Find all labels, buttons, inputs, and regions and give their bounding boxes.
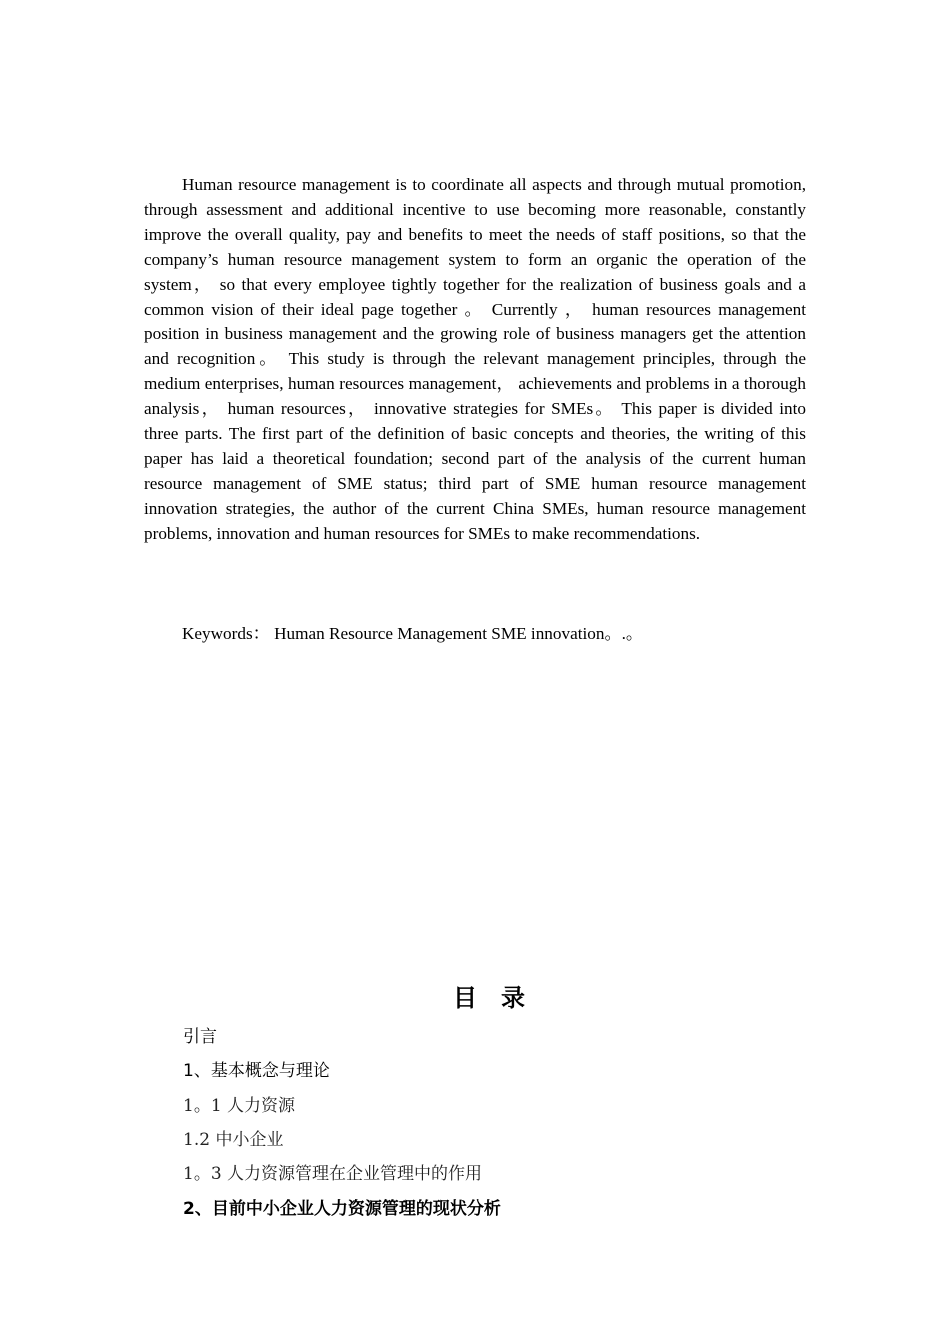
toc-item-section-1-3: 1。3 人力资源管理在企业管理中的作用 <box>183 1164 483 1184</box>
toc-item-section-1-1: 1。1 人力资源 <box>183 1096 296 1116</box>
toc-item-chapter-2: 2、目前中小企业人力资源管理的现状分析 <box>183 1199 501 1219</box>
toc-item-chapter-1: 1、基本概念与理论 <box>183 1061 330 1081</box>
toc-item-introduction: 引言 <box>183 1027 217 1047</box>
keywords-line: Keywords： Human Resource Management SME innovation。.。 <box>182 624 644 643</box>
toc-item-section-1-2: 1.2 中小企业 <box>183 1130 284 1150</box>
toc-title: 目录 <box>453 984 549 1012</box>
abstract-paragraph: Human resource management is to coordinate all aspects and through mutual promotion, through assessment and additional incentive to use becoming more reasonable, constantly improve the overall quality, pay and benefits to meet the needs of staff positions, so that the company’s human resource management system to form an organic the operation of the system， so that every employee tightly together for the realization of business goals and a common vision of their ideal page together 。 Currently ， human resources management position in business management and the growing role of business managers get the attention and recognition。 This study is through the relevant management principles, through the medium enterprises, human resources management， achievements and problems in a thorough analysis， human resources， innovative strategies for SMEs。 This paper is divided into three parts. The first part of the definition of basic concepts and theories, the writing of this paper has laid a theoretical foundation; second part of the analysis of the current human resource management of SME status; third part of SME human resource management innovation strategies, the author of the current China SMEs, human resource management problems, innovation and human resources for SMEs to make recommendations. <box>144 175 806 543</box>
